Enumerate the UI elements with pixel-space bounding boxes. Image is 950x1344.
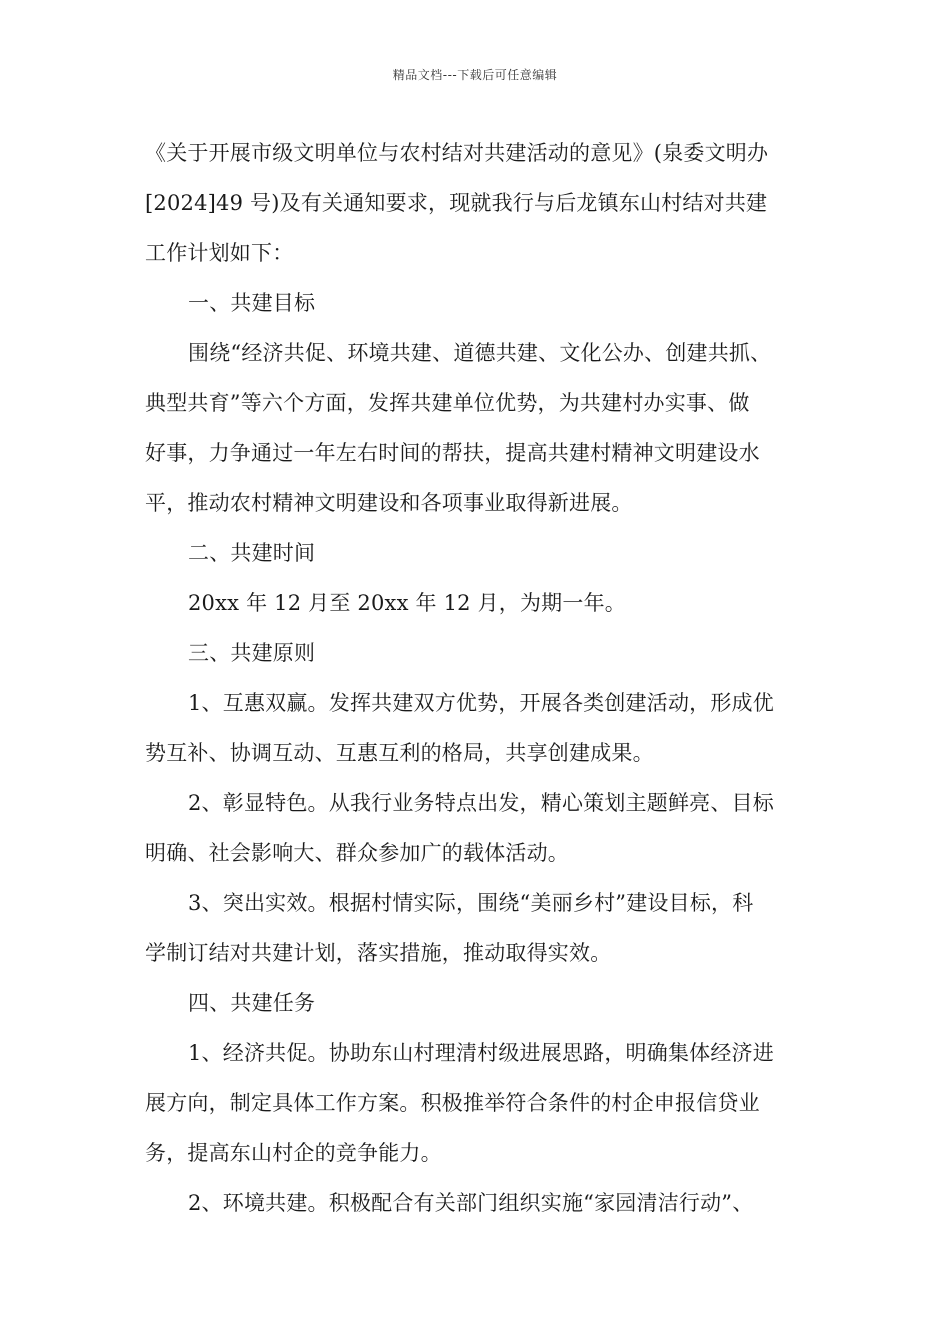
text-line: 2、环境共建。积极配合有关部门组织实施“家园清洁行动”、 [188,1191,754,1215]
text-line: 平，推动农村精神文明建设和各项事业取得新进展。 [145,491,633,515]
text-line: [2024]49 号)及有关通知要求，现就我行与后龙镇东山村结对共建 [145,191,768,215]
text-line: 1、经济共促。协助东山村理清村级进展思路，明确集体经济进 [188,1041,774,1065]
text-line: 学制订结对共建计划，落实措施，推动取得实效。 [145,941,612,965]
section-heading: 三、共建原则 [188,641,316,665]
page-header: 精品文档---下载后可任意编辑 [392,68,558,82]
document-body [145,128,810,1228]
text-line: 好事，力争通过一年左右时间的帮扶，提高共建村精神文明建设水 [145,441,760,465]
text-line: 工作计划如下： [145,241,294,265]
section-heading: 二、共建时间 [188,541,316,565]
text-line: 20xx 年 12 月至 20xx 年 12 月，为期一年。 [188,591,626,615]
text-line: 围绕“经济共促、环境共建、道德共建、文化公办、创建共抓、 [188,341,772,365]
section-heading: 一、共建目标 [188,291,316,315]
text-line: 《关于开展市级文明单位与农村结对共建活动的意见》(泉委文明办 [145,141,769,165]
text-line: 势互补、协调互动、互惠互利的格局，共享创建成果。 [145,741,654,765]
text-line: 3、突出实效。根据村情实际，围绕“美丽乡村”建设目标，科 [188,891,754,915]
text-line: 1、互惠双赢。发挥共建双方优势，开展各类创建活动，形成优 [188,691,774,715]
text-line: 明确、社会影响大、群众参加广的载体活动。 [145,841,569,865]
text-line: 展方向，制定具体工作方案。积极推举符合条件的村企申报信贷业 [145,1091,760,1115]
text-line: 2、彰显特色。从我行业务特点出发，精心策划主题鲜亮、目标 [188,791,774,815]
section-heading: 四、共建任务 [188,991,316,1015]
text-line: 典型共育”等六个方面，发挥共建单位优势，为共建村办实事、做 [145,391,750,415]
text-line: 务，提高东山村企的竞争能力。 [145,1141,442,1165]
